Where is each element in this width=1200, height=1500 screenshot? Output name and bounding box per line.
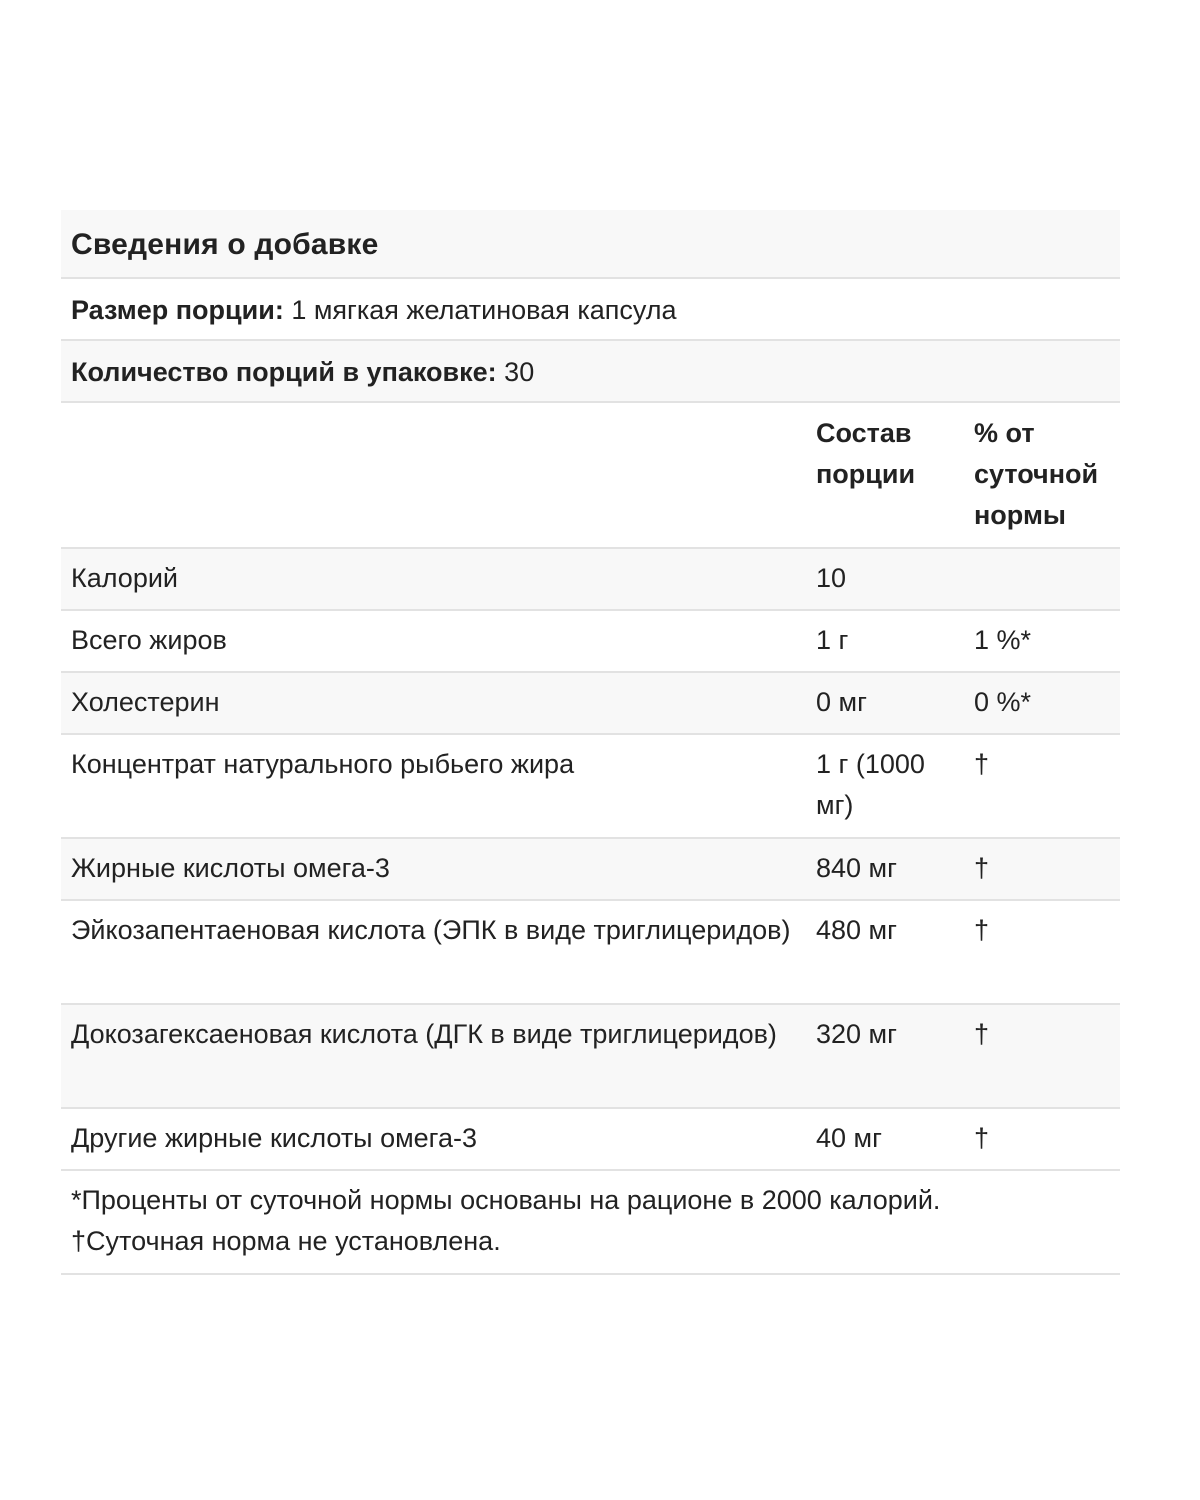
nutrient-amount: 1 г (1000 мг) — [816, 749, 925, 820]
nutrient-daily-value: † — [974, 915, 990, 945]
nutrient-daily-value: † — [974, 1123, 990, 1153]
nutrient-name: Докозагексаеновая кислота (ДГК в виде триглицеридов) — [71, 1019, 777, 1049]
nutrient-amount: 10 — [816, 563, 847, 593]
column-header-amount: Состав порции — [816, 418, 916, 489]
nutrient-name: Эйкозапентаеновая кислота (ЭПК в виде триглицеридов) — [71, 915, 791, 945]
servings-per-container-row — [61, 341, 1120, 403]
table-row — [61, 901, 1120, 1005]
footnote-dagger: †Суточная норма не установлена. — [71, 1226, 501, 1256]
servings-per-container-label: Количество порций в упаковке: — [71, 357, 497, 387]
supplement-facts-table — [61, 210, 1120, 1275]
table-row — [61, 839, 1120, 901]
table-row — [61, 549, 1120, 611]
nutrient-daily-value: † — [974, 1019, 990, 1049]
table-row — [61, 673, 1120, 735]
nutrient-amount: 40 мг — [816, 1123, 882, 1153]
nutrient-daily-value: 1 %* — [974, 625, 1032, 655]
nutrient-amount: 0 мг — [816, 687, 867, 717]
serving-size-label: Размер порции: — [71, 295, 284, 325]
table-row — [61, 1109, 1120, 1171]
table-row — [61, 1005, 1120, 1109]
nutrient-daily-value: † — [974, 749, 990, 779]
table-title: Сведения о добавке — [71, 228, 379, 261]
nutrient-amount: 480 мг — [816, 915, 897, 945]
nutrient-name: Концентрат натурального рыбьего жира — [71, 749, 575, 779]
nutrient-amount: 840 мг — [816, 853, 897, 883]
nutrient-name: Холестерин — [71, 687, 220, 717]
table-row — [61, 735, 1120, 839]
column-header-row — [61, 403, 1120, 549]
supplement-facts-title — [61, 210, 1120, 279]
footnote-percent: *Проценты от суточной нормы основаны на рационе в 2000 калорий. — [71, 1185, 941, 1215]
nutrient-name: Жирные кислоты омега-3 — [71, 853, 390, 883]
nutrient-amount: 320 мг — [816, 1019, 897, 1049]
servings-per-container-value: 30 — [496, 357, 535, 387]
nutrient-name: Калорий — [71, 563, 178, 593]
serving-size-row — [61, 279, 1120, 341]
serving-size-value: 1 мягкая желатиновая капсула — [283, 295, 677, 325]
footnotes — [61, 1171, 1120, 1275]
nutrient-amount: 1 г — [816, 625, 849, 655]
column-header-daily-value: % от суточной нормы — [974, 418, 1099, 530]
nutrient-name: Другие жирные кислоты омега-3 — [71, 1123, 477, 1153]
nutrient-daily-value: 0 %* — [974, 687, 1032, 717]
table-row — [61, 611, 1120, 673]
nutrient-name: Всего жиров — [71, 625, 227, 655]
nutrient-daily-value: † — [974, 853, 990, 883]
